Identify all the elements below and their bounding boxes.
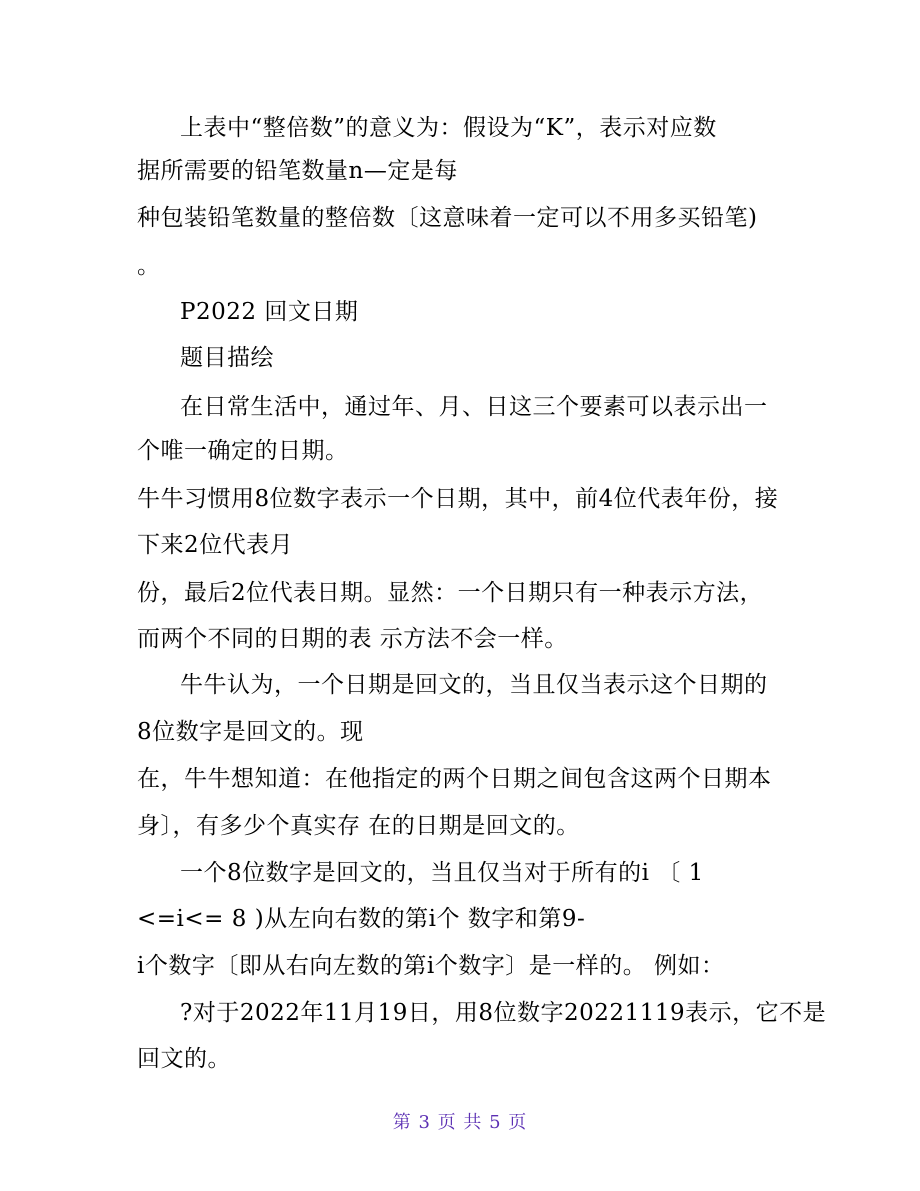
text-line: 回文的。 xyxy=(137,1046,231,1072)
text-line: 份，最后2位代表日期。显然：一个日期只有一种表示方法， xyxy=(137,580,764,606)
text-line: 身〕，有多少个真实存 在的日期是回文的。 xyxy=(137,813,580,839)
text-line: 而两个不同的日期的表 示方法不会一样。 xyxy=(137,626,568,652)
text-line: 。 xyxy=(137,253,161,279)
text-line: 牛牛习惯用8位数字表示一个日期，其中，前4位代表年份，接 xyxy=(137,486,779,512)
text-line: 一个8位数字是回文的，当且仅当对于所有的i 〔 1 xyxy=(180,860,704,886)
text-line: 上表中“整倍数”的意义为：假设为“K”，表示对应数 xyxy=(180,115,717,141)
text-line: <=i<= 8 )从左向右数的第i个 数字和第9- xyxy=(137,906,586,932)
text-line: 在，牛牛想知道：在他指定的两个日期之间包含这两个日期本 xyxy=(137,766,772,792)
text-line: 下来2位代表月 xyxy=(137,532,294,558)
text-line: 个唯一确定的日期。 xyxy=(137,438,349,464)
text-line: i个数字〔即从右向左数的第i个数字〕是一样的。 例如： xyxy=(137,953,725,979)
text-line: 种包装铅笔数量的整倍数〔这意味着一定可以不用多买铅笔) xyxy=(137,205,758,231)
page-number-footer: 第 3 页 共 5 页 xyxy=(392,1112,528,1133)
text-line: 在日常生活中，通过年、月、日这三个要素可以表示出一 xyxy=(180,394,768,420)
text-line: 牛牛认为，一个日期是回文的，当且仅当表示这个日期的 xyxy=(180,672,768,698)
text-line: 8位数字是回文的。现 xyxy=(137,719,364,745)
text-line: ?对于2022年11月19日，用8位数字20221119表示，它不是 xyxy=(180,1000,827,1026)
text-line: 据所需要的铅笔数量n—定是每 xyxy=(137,158,458,184)
section-heading: P2022 回文日期 xyxy=(180,299,359,325)
subsection-heading: 题目描绘 xyxy=(180,345,274,371)
